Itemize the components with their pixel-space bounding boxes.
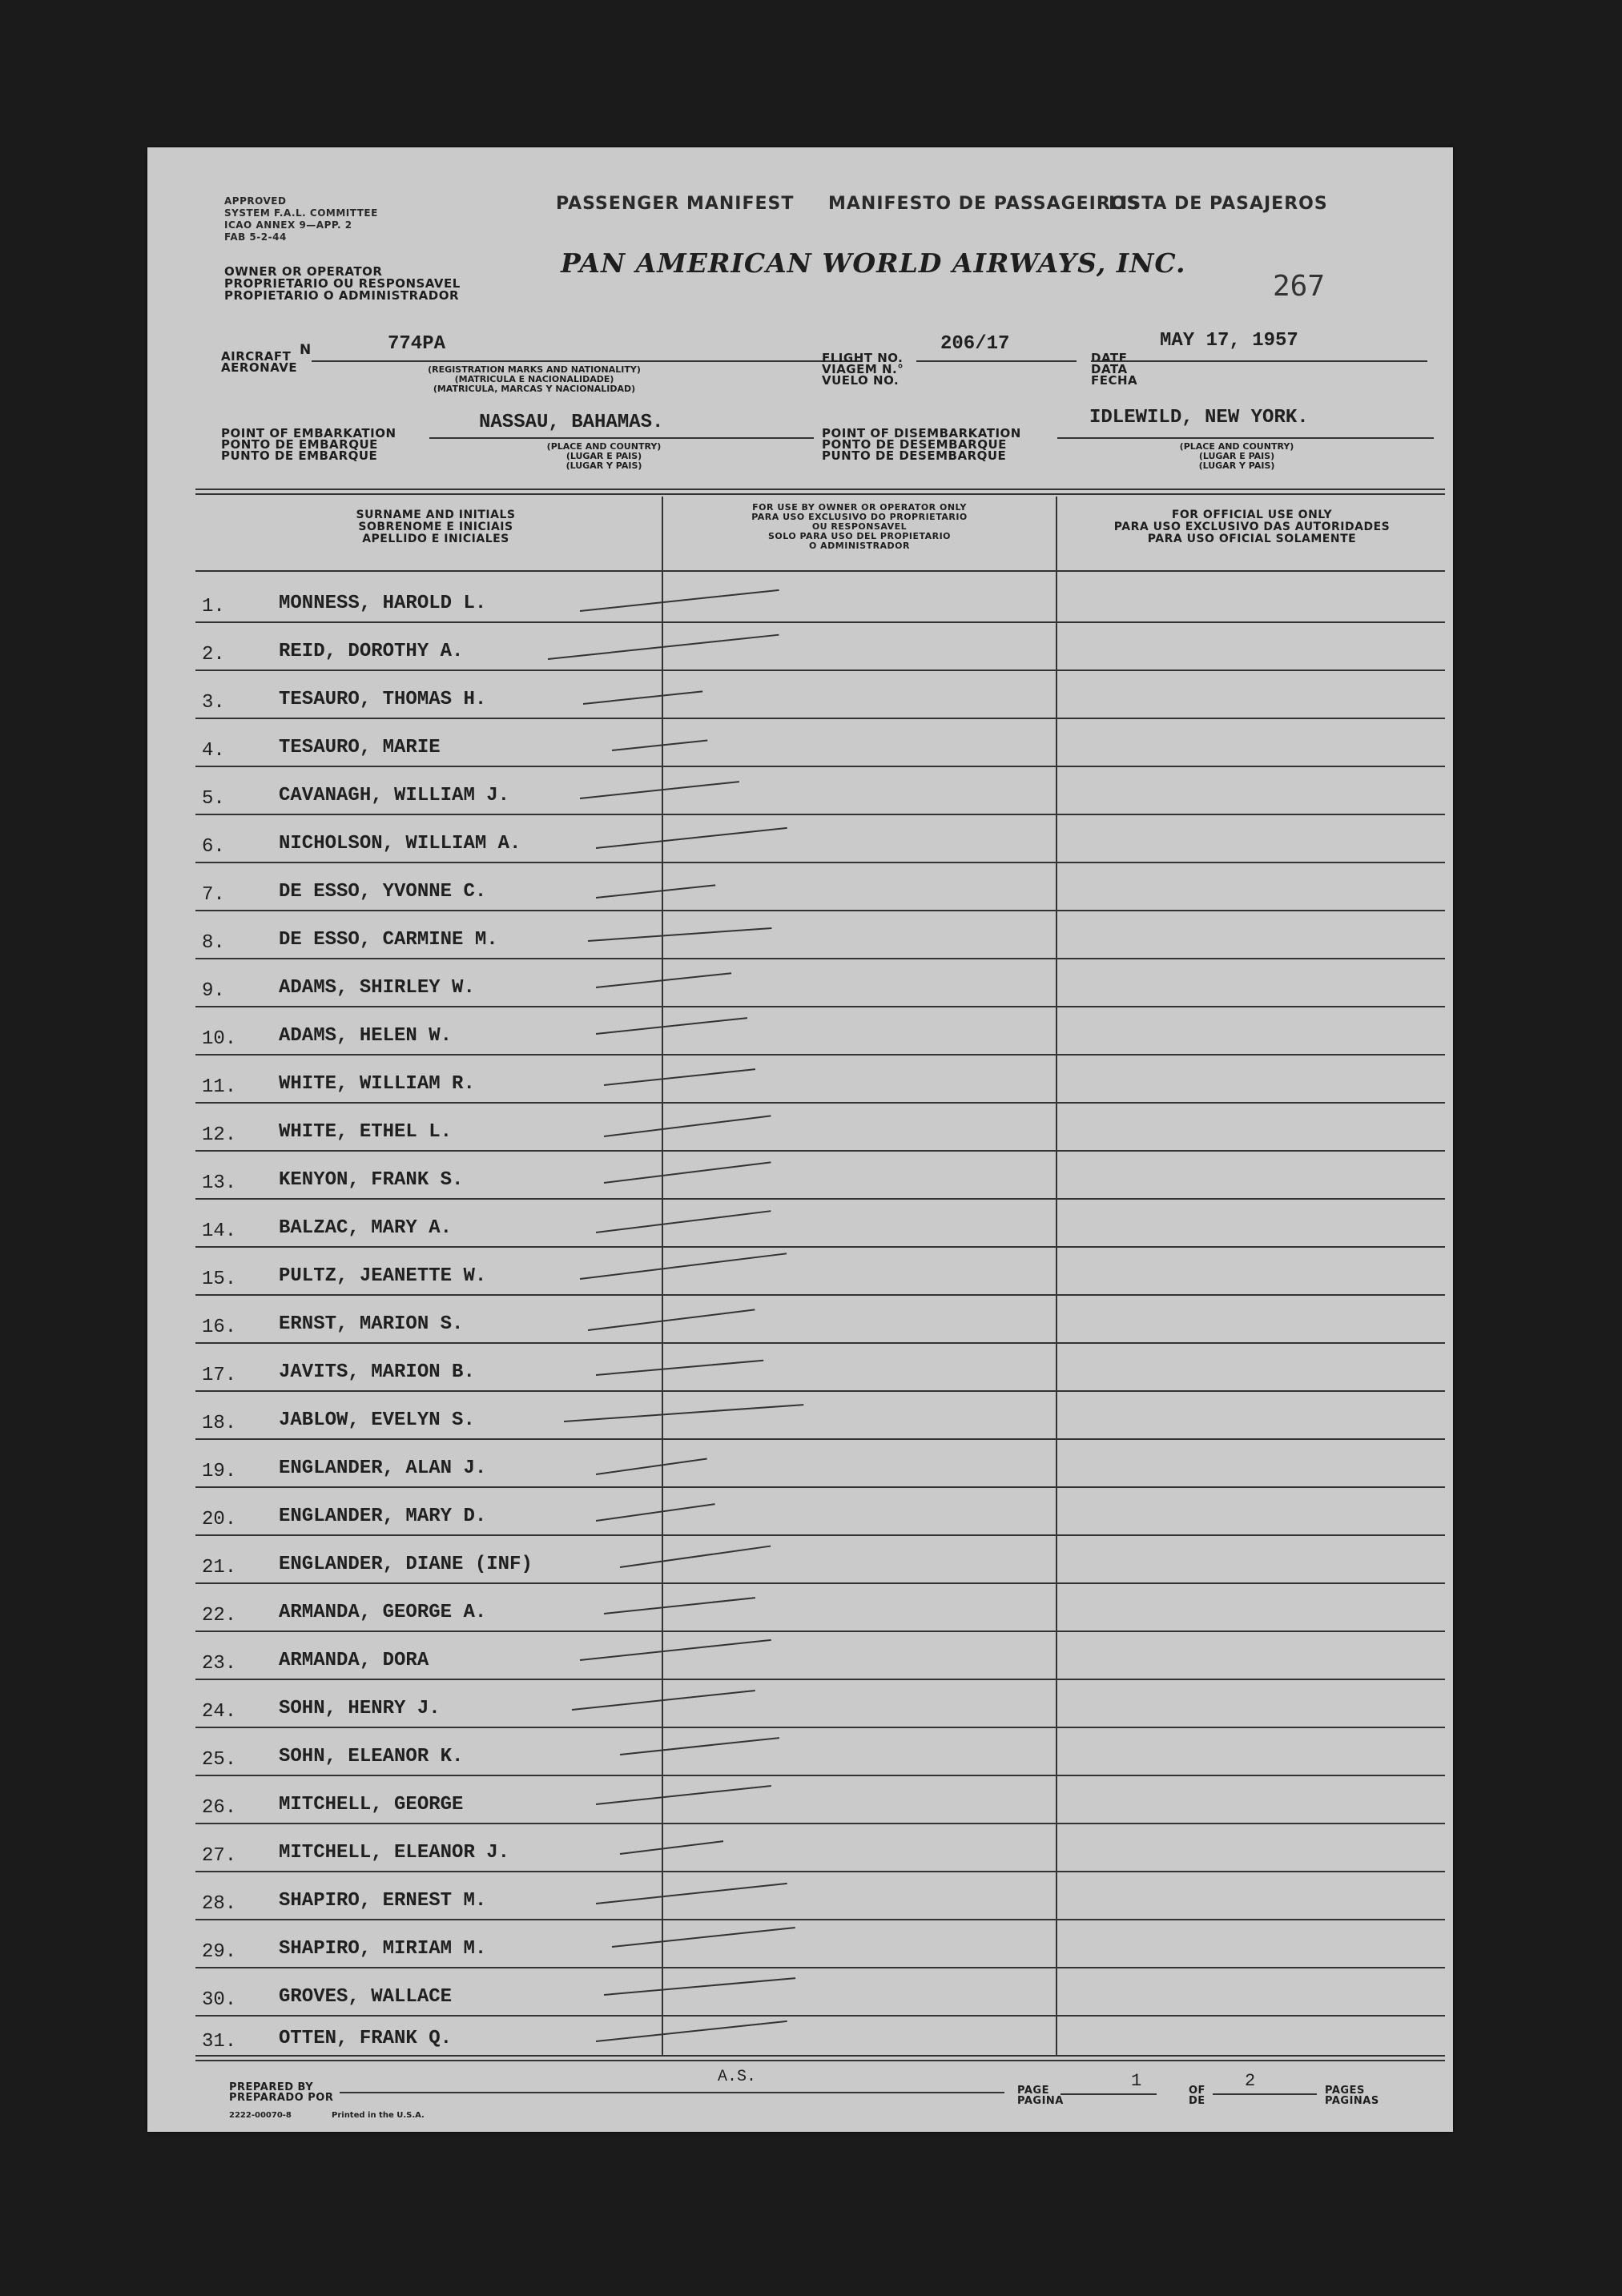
check-mark bbox=[596, 1210, 771, 1233]
row-rule bbox=[195, 1534, 1445, 1536]
check-mark bbox=[596, 1883, 787, 1904]
table-bottom-rule bbox=[195, 2060, 1445, 2061]
row-rule bbox=[195, 1150, 1445, 1152]
page-label-line: PAGINA bbox=[1017, 2095, 1064, 2107]
passenger-name: MONNESS, HAROLD L. bbox=[279, 593, 487, 614]
disembarkation-underline bbox=[1057, 437, 1434, 439]
row-rule bbox=[195, 1198, 1445, 1200]
embarkation-place: NASSAU, BAHAMAS. bbox=[479, 412, 664, 433]
passenger-name: KENYON, FRANK S. bbox=[279, 1169, 464, 1191]
row-rule bbox=[195, 1486, 1445, 1488]
row-number: 14. bbox=[202, 1220, 237, 1242]
row-rule bbox=[195, 1390, 1445, 1392]
check-mark bbox=[604, 1115, 771, 1137]
of-label-line: OF bbox=[1189, 2085, 1205, 2097]
owner-label-line: PROPIETARIO O ADMINISTRADOR bbox=[224, 288, 460, 303]
stamped-page-number: 267 bbox=[1273, 270, 1326, 303]
embarkation-caption bbox=[524, 442, 684, 471]
total-pages-value: 2 bbox=[1245, 2071, 1256, 2091]
embarkation-caption-line: (LUGAR Y PAIS) bbox=[565, 460, 642, 471]
row-rule bbox=[195, 862, 1445, 863]
table-top-rule bbox=[195, 493, 1445, 495]
check-mark bbox=[604, 1068, 755, 1086]
aircraft-label-line: AIRCRAFT bbox=[221, 349, 292, 364]
passenger-name: WHITE, ETHEL L. bbox=[279, 1121, 453, 1143]
passenger-name: MITCHELL, ELEANOR J. bbox=[279, 1842, 510, 1864]
column-header-line: SURNAME AND INITIALS bbox=[356, 509, 516, 521]
row-number: 6. bbox=[202, 836, 225, 858]
row-number: 7. bbox=[202, 884, 225, 906]
check-mark bbox=[596, 1360, 763, 1376]
column-header-operator bbox=[665, 503, 1054, 551]
table-bottom-rule bbox=[195, 2055, 1445, 2057]
row-rule bbox=[195, 718, 1445, 719]
row-number: 4. bbox=[202, 740, 225, 762]
row-number: 30. bbox=[202, 1989, 237, 2011]
aircraft-label-line: AERONAVE bbox=[221, 360, 298, 375]
embarkation-label bbox=[221, 428, 396, 461]
page-value: 1 bbox=[1131, 2071, 1142, 2091]
printed-in-usa: Printed in the U.S.A. bbox=[332, 2111, 425, 2120]
disembarkation-caption bbox=[1157, 442, 1317, 471]
flight-date: MAY 17, 1957 bbox=[1160, 330, 1298, 352]
passenger-name: ADAMS, HELEN W. bbox=[279, 1025, 453, 1047]
row-number: 9. bbox=[202, 980, 225, 1002]
date-label bbox=[1091, 352, 1137, 386]
row-number: 20. bbox=[202, 1509, 237, 1530]
passenger-name: ARMANDA, DORA bbox=[279, 1650, 429, 1671]
check-mark bbox=[612, 1927, 795, 1948]
embarkation-label-line: POINT OF EMBARKATION bbox=[221, 426, 396, 440]
column-header-official bbox=[1059, 509, 1445, 545]
prepared-by-label-line: PREPARADO POR bbox=[229, 2092, 334, 2104]
aircraft-registration: 774PA bbox=[388, 333, 446, 355]
owner-label-line: PROPRIETARIO OU RESPONSAVEL bbox=[224, 276, 461, 291]
aircraft-underline bbox=[312, 360, 860, 362]
row-number: 19. bbox=[202, 1461, 237, 1482]
check-mark bbox=[596, 1458, 707, 1475]
row-number: 16. bbox=[202, 1317, 237, 1338]
passenger-name: ENGLANDER, MARY D. bbox=[279, 1506, 487, 1527]
row-number: 5. bbox=[202, 788, 225, 810]
embarkation-label-line: PUNTO DE EMBARQUE bbox=[221, 448, 378, 463]
check-mark bbox=[620, 1737, 779, 1755]
row-number: 21. bbox=[202, 1557, 237, 1578]
registration-caption bbox=[402, 365, 666, 394]
row-rule bbox=[195, 1679, 1445, 1680]
check-mark bbox=[588, 1309, 755, 1331]
row-rule bbox=[195, 2015, 1445, 2017]
owner-label bbox=[224, 266, 461, 302]
check-mark bbox=[620, 1840, 723, 1855]
date-underline bbox=[1091, 360, 1427, 362]
disembarkation-label-line: PUNTO DE DESEMBARQUE bbox=[822, 448, 1007, 463]
approval-line: FAB 5-2-44 bbox=[224, 231, 287, 243]
row-number: 15. bbox=[202, 1269, 237, 1290]
row-rule bbox=[195, 1967, 1445, 1968]
passenger-name: SHAPIRO, MIRIAM M. bbox=[279, 1938, 487, 1960]
date-label-line: DATE bbox=[1091, 351, 1128, 365]
flight-label bbox=[822, 352, 904, 386]
check-mark bbox=[596, 972, 731, 988]
disembarkation-caption-line: (LUGAR Y PAIS) bbox=[1198, 460, 1275, 471]
passenger-name: ERNST, MARION S. bbox=[279, 1313, 464, 1335]
column-header-line: PARA USO OFICIAL SOLAMENTE bbox=[1147, 533, 1357, 545]
check-mark bbox=[572, 1690, 755, 1711]
row-number: 25. bbox=[202, 1749, 237, 1771]
check-mark bbox=[564, 1404, 803, 1422]
form-code: 2222-00070-8 bbox=[229, 2111, 292, 2120]
flight-label-line: VIAGEM N.° bbox=[822, 362, 904, 376]
passenger-name: DE ESSO, CARMINE M. bbox=[279, 929, 498, 951]
column-header-line: PARA USO EXCLUSIVO DO PROPRIETARIO bbox=[751, 512, 968, 522]
row-rule bbox=[195, 1102, 1445, 1104]
page-underline bbox=[1061, 2093, 1157, 2095]
embarkation-caption-line: (LUGAR E PAIS) bbox=[565, 451, 642, 461]
row-number: 12. bbox=[202, 1124, 237, 1146]
row-rule bbox=[195, 1727, 1445, 1728]
row-number: 17. bbox=[202, 1365, 237, 1386]
embarkation-label-line: PONTO DE EMBARQUE bbox=[221, 437, 378, 452]
check-mark bbox=[580, 1639, 771, 1661]
check-mark bbox=[596, 2021, 787, 2042]
check-mark bbox=[604, 1977, 795, 1996]
registration-caption-line: (REGISTRATION MARKS AND NATIONALITY) bbox=[428, 364, 641, 375]
passenger-name: ENGLANDER, ALAN J. bbox=[279, 1458, 487, 1479]
page-label bbox=[1017, 2085, 1064, 2106]
row-rule bbox=[195, 1775, 1445, 1776]
check-mark bbox=[620, 1546, 771, 1568]
passenger-name: JABLOW, EVELYN S. bbox=[279, 1409, 475, 1431]
embarkation-underline bbox=[429, 437, 814, 439]
registration-caption-line: (MATRICULA E NACIONALIDADE) bbox=[454, 374, 614, 384]
row-rule bbox=[195, 958, 1445, 959]
row-rule bbox=[195, 1438, 1445, 1440]
column-header-line: SOLO PARA USO DEL PROPIETARIO bbox=[767, 531, 952, 541]
passenger-name: DE ESSO, YVONNE C. bbox=[279, 881, 487, 903]
approval-line: ICAO ANNEX 9—APP. 2 bbox=[224, 219, 352, 231]
passenger-name: GROVES, WALLACE bbox=[279, 1986, 453, 2008]
title-spanish: LISTA DE PASAJEROS bbox=[1109, 194, 1328, 214]
passenger-name: ADAMS, SHIRLEY W. bbox=[279, 977, 475, 999]
check-mark bbox=[596, 827, 787, 849]
check-mark bbox=[583, 690, 702, 705]
column-header-line: FOR USE BY OWNER OR OPERATOR ONLY bbox=[752, 502, 967, 513]
approval-line: APPROVED bbox=[224, 195, 287, 207]
page-label-line: PAGE bbox=[1017, 2085, 1049, 2097]
passenger-name: JAVITS, MARION B. bbox=[279, 1361, 475, 1383]
row-rule bbox=[195, 1582, 1445, 1584]
approval-line: SYSTEM F.A.L. COMMITTEE bbox=[224, 207, 378, 219]
row-number: 8. bbox=[202, 932, 225, 954]
disembarkation-label bbox=[822, 428, 1021, 461]
registration-caption-line: (MATRICULA, MARCAS Y NACIONALIDAD) bbox=[433, 384, 636, 394]
passenger-name: TESAURO, MARIE bbox=[279, 737, 441, 758]
column-header-line: PARA USO EXCLUSIVO DAS AUTORIDADES bbox=[1113, 521, 1391, 533]
prepared-by-label-line: PREPARED BY bbox=[229, 2081, 314, 2093]
row-rule bbox=[195, 814, 1445, 815]
pages-label bbox=[1325, 2085, 1379, 2106]
prepared-by-underline bbox=[340, 2092, 1004, 2093]
embarkation-caption-line: (PLACE AND COUNTRY) bbox=[546, 441, 662, 452]
date-label-line: FECHA bbox=[1091, 373, 1138, 388]
passenger-name: PULTZ, JEANETTE W. bbox=[279, 1265, 487, 1287]
check-mark bbox=[548, 634, 779, 660]
check-mark bbox=[596, 884, 715, 899]
flight-label-line: FLIGHT NO. bbox=[822, 351, 904, 365]
row-rule bbox=[195, 1823, 1445, 1824]
header-bottom-rule bbox=[195, 570, 1445, 572]
column-header-line: APELLIDO E INICIALES bbox=[362, 533, 509, 545]
column-header-line: SOBRENOME E INICIAIS bbox=[358, 521, 513, 533]
row-number: 29. bbox=[202, 1941, 237, 1963]
row-number: 3. bbox=[202, 692, 225, 714]
row-number: 2. bbox=[202, 644, 225, 665]
row-rule bbox=[195, 1631, 1445, 1632]
row-rule bbox=[195, 1054, 1445, 1056]
passenger-name: WHITE, WILLIAM R. bbox=[279, 1073, 475, 1095]
row-rule bbox=[195, 621, 1445, 623]
row-number: 26. bbox=[202, 1797, 237, 1819]
column-header-line: OU RESPONSAVEL bbox=[811, 521, 908, 532]
manifest-page bbox=[147, 147, 1453, 2132]
row-number: 13. bbox=[202, 1172, 237, 1194]
passenger-name: MITCHELL, GEORGE bbox=[279, 1794, 464, 1815]
check-mark bbox=[596, 1785, 771, 1805]
table-top-rule bbox=[195, 489, 1445, 490]
row-number: 10. bbox=[202, 1028, 237, 1050]
row-number: 1. bbox=[202, 596, 225, 617]
row-rule bbox=[195, 1294, 1445, 1296]
passenger-name: BALZAC, MARY A. bbox=[279, 1217, 453, 1239]
check-mark bbox=[580, 1253, 787, 1280]
row-number: 28. bbox=[202, 1893, 237, 1915]
row-rule bbox=[195, 1871, 1445, 1872]
disembarkation-place: IDLEWILD, NEW YORK. bbox=[1089, 407, 1309, 428]
flight-underline bbox=[916, 360, 1077, 362]
aircraft-prefix: N bbox=[300, 342, 312, 358]
row-number: 23. bbox=[202, 1653, 237, 1675]
pages-label-line: PAGES bbox=[1325, 2085, 1365, 2097]
company-name: PAN AMERICAN WORLD AIRWAYS, INC. bbox=[561, 247, 1186, 279]
row-number: 22. bbox=[202, 1605, 237, 1627]
flight-label-line: VUELO NO. bbox=[822, 373, 900, 388]
passenger-name: CAVANAGH, WILLIAM J. bbox=[279, 785, 510, 806]
column-header-surname bbox=[211, 509, 660, 545]
title-portuguese: MANIFESTO DE PASSAGEIROS bbox=[828, 194, 1141, 214]
of-label-line: DE bbox=[1189, 2095, 1205, 2107]
aircraft-label bbox=[221, 351, 297, 373]
row-number: 18. bbox=[202, 1413, 237, 1434]
disembarkation-label-line: POINT OF DISEMBARKATION bbox=[822, 426, 1021, 440]
check-mark bbox=[580, 781, 739, 799]
passenger-name: SOHN, ELEANOR K. bbox=[279, 1746, 464, 1767]
check-mark bbox=[596, 1017, 747, 1035]
column-header-line: FOR OFFICIAL USE ONLY bbox=[1171, 509, 1333, 521]
passenger-name: ENGLANDER, DIANE (INF) bbox=[279, 1554, 533, 1575]
approval-block bbox=[224, 195, 378, 243]
passenger-name: SHAPIRO, ERNEST M. bbox=[279, 1890, 487, 1912]
row-number: 24. bbox=[202, 1701, 237, 1723]
check-mark bbox=[580, 589, 779, 612]
of-label bbox=[1189, 2085, 1205, 2106]
row-number: 31. bbox=[202, 2031, 237, 2053]
row-number: 11. bbox=[202, 1076, 237, 1098]
row-rule bbox=[195, 1006, 1445, 1007]
check-mark bbox=[604, 1161, 771, 1184]
passenger-name: SOHN, HENRY J. bbox=[279, 1698, 441, 1719]
row-rule bbox=[195, 1342, 1445, 1344]
row-rule bbox=[195, 910, 1445, 911]
row-number: 27. bbox=[202, 1845, 237, 1867]
prepared-by-initials: A.S. bbox=[718, 2068, 757, 2086]
passenger-name: OTTEN, FRANK Q. bbox=[279, 2028, 453, 2049]
check-mark bbox=[596, 1503, 715, 1522]
disembarkation-caption-line: (LUGAR E PAIS) bbox=[1198, 451, 1275, 461]
check-mark bbox=[604, 1597, 755, 1614]
check-mark bbox=[588, 927, 772, 942]
passenger-name: TESAURO, THOMAS H. bbox=[279, 689, 487, 710]
passenger-name: ARMANDA, GEORGE A. bbox=[279, 1602, 487, 1623]
row-rule bbox=[195, 1919, 1445, 1920]
date-label-line: DATA bbox=[1091, 362, 1128, 376]
flight-number: 206/17 bbox=[940, 333, 1010, 355]
of-underline bbox=[1213, 2093, 1317, 2095]
passenger-name: REID, DOROTHY A. bbox=[279, 641, 464, 662]
check-mark bbox=[612, 739, 708, 751]
column-header-line: O ADMINISTRADOR bbox=[808, 541, 911, 551]
row-rule bbox=[195, 1246, 1445, 1248]
disembarkation-caption-line: (PLACE AND COUNTRY) bbox=[1179, 441, 1294, 452]
owner-label-line: OWNER OR OPERATOR bbox=[224, 264, 383, 279]
pages-label-line: PAGINAS bbox=[1325, 2095, 1379, 2107]
row-rule bbox=[195, 669, 1445, 671]
disembarkation-label-line: PONTO DE DESEMBARQUE bbox=[822, 437, 1007, 452]
column-divider bbox=[662, 497, 663, 2055]
passenger-name: NICHOLSON, WILLIAM A. bbox=[279, 833, 521, 854]
column-divider bbox=[1056, 497, 1057, 2055]
row-rule bbox=[195, 766, 1445, 767]
prepared-by-label bbox=[229, 2082, 333, 2103]
title-english: PASSENGER MANIFEST bbox=[556, 194, 795, 214]
